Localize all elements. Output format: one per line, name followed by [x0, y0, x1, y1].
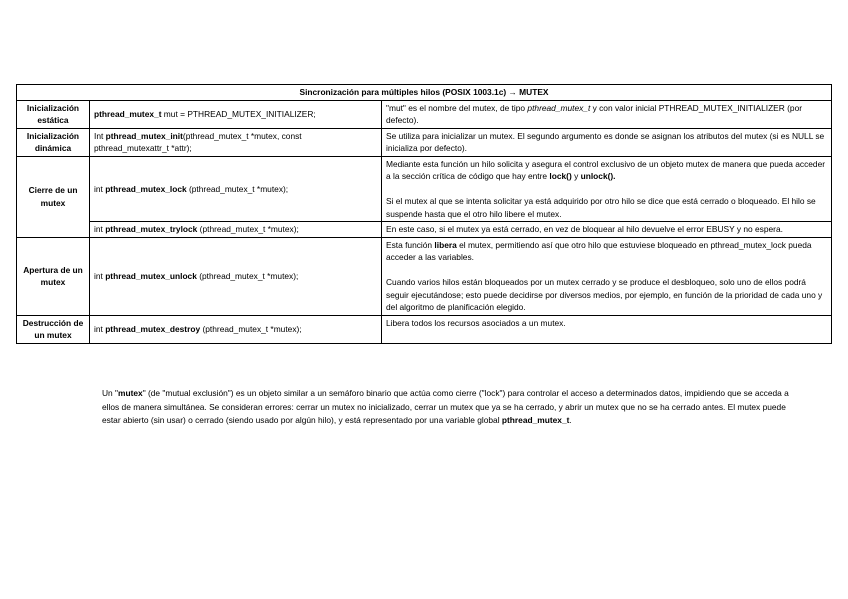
description: Libera todos los recursos asociados a un mutex. [382, 315, 832, 343]
function-name: pthread_mutex_unlock [105, 270, 197, 281]
function-signature: int pthread_mutex_lock (pthread_mutex_t *mutex); [90, 156, 382, 222]
mutex-table [16, 84, 832, 344]
row-label: Cierre de un mutex [17, 156, 90, 237]
row-label: Apertura de un mutex [17, 237, 90, 315]
table-row [17, 237, 832, 315]
description: Se utiliza para inicializar un mutex. El segundo argumento es donde se asignan los atributos del mutex (si es NULL se inicializa por defecto). [382, 128, 832, 156]
function-name: pthread_mutex_t [94, 108, 162, 119]
description [382, 156, 832, 222]
function-name: pthread_mutex_lock [105, 183, 187, 194]
table-row [17, 222, 832, 238]
function-signature: Int pthread_mutex_init(pthread_mutex_t *mutex, const pthread_mutexattr_t *attr); [90, 128, 382, 156]
function-signature: pthread_mutex_t mut = PTHREAD_MUTEX_INITIALIZER; [90, 100, 382, 128]
row-label: Inicialización dinámica [17, 128, 90, 156]
table-title-row [17, 85, 832, 101]
description-paragraph: Esta función libera el mutex, permitiendo así que otro hilo que estuviese bloqueado en pthread_mutex_lock pueda acceder a las variables. [386, 239, 812, 262]
row-label: Destrucción de un mutex [17, 315, 90, 343]
description-paragraph: Si el mutex al que se intenta solicitar ya está adquirido por otro hilo se dice que está cerrado o bloqueado. El hilo se suspende hasta que el otro hilo libere el mutex. [386, 196, 816, 219]
table-row [17, 156, 832, 222]
type-name: pthread_mutex_t [527, 102, 591, 113]
function-signature: int pthread_mutex_unlock (pthread_mutex_t *mutex); [90, 237, 382, 315]
function-name: pthread_mutex_init [105, 130, 183, 141]
description-paragraph: Mediante esta función un hilo solicita y asegura el control exclusivo de un objeto mutex de manera que pueda acceder a la sección crítica de código que hay entre lock() y unlock(). [386, 158, 826, 181]
description [382, 237, 832, 315]
function-name: pthread_mutex_trylock [105, 224, 198, 234]
row-label: Inicialización estática [17, 100, 90, 128]
note-type-name: pthread_mutex_t [501, 415, 570, 425]
table-row [17, 100, 832, 128]
note-term: mutex [118, 388, 143, 398]
function-name: pthread_mutex_destroy [105, 323, 201, 334]
mutex-note-paragraph: Un "mutex" (de "mutual exclusión") es un objeto similar a un semáforo binario que actúa como cierre ("lock") para controlar el acceso a determinados datos, impidiendo que se acceda a ellos de manera simultánea. Se consideran errores: cerrar un mutex no inicializado, cerrar un mutex que ya se ha cerrado, y abrir un mutex que no se ha cerrado antes. El mutex puede estar abierto (sin usar) o cerrado (siendo usado por algún hilo), y está representado por una variable global pthread_mutex_t. [102, 388, 789, 425]
table-title: Sincronización para múltiples hilos (POSIX 1003.1c) → MUTEX [17, 85, 832, 101]
function-signature: int pthread_mutex_trylock (pthread_mutex_t *mutex); [90, 222, 382, 238]
table-row [17, 315, 832, 343]
description: "mut" es el nombre del mutex, de tipo pthread_mutex_t y con valor inicial PTHREAD_MUTEX_INITIALIZER (por defecto). [382, 100, 832, 128]
function-signature: int pthread_mutex_destroy (pthread_mutex_t *mutex); [90, 315, 382, 343]
description-paragraph: Cuando varios hilos están bloqueados por un mutex cerrado y se produce el desbloqueo, solo uno de ellos podrá seguir ejecutándose; esto puede decidirse por diversos medios, por ejemplo, en función de la prioridad de cada uno y del algoritmo de planificación elegido. [386, 277, 823, 312]
description: En este caso, si el mutex ya está cerrado, en vez de bloquear al hilo devuelve el error EBUSY y no espera. [382, 222, 832, 238]
table-row [17, 128, 832, 156]
